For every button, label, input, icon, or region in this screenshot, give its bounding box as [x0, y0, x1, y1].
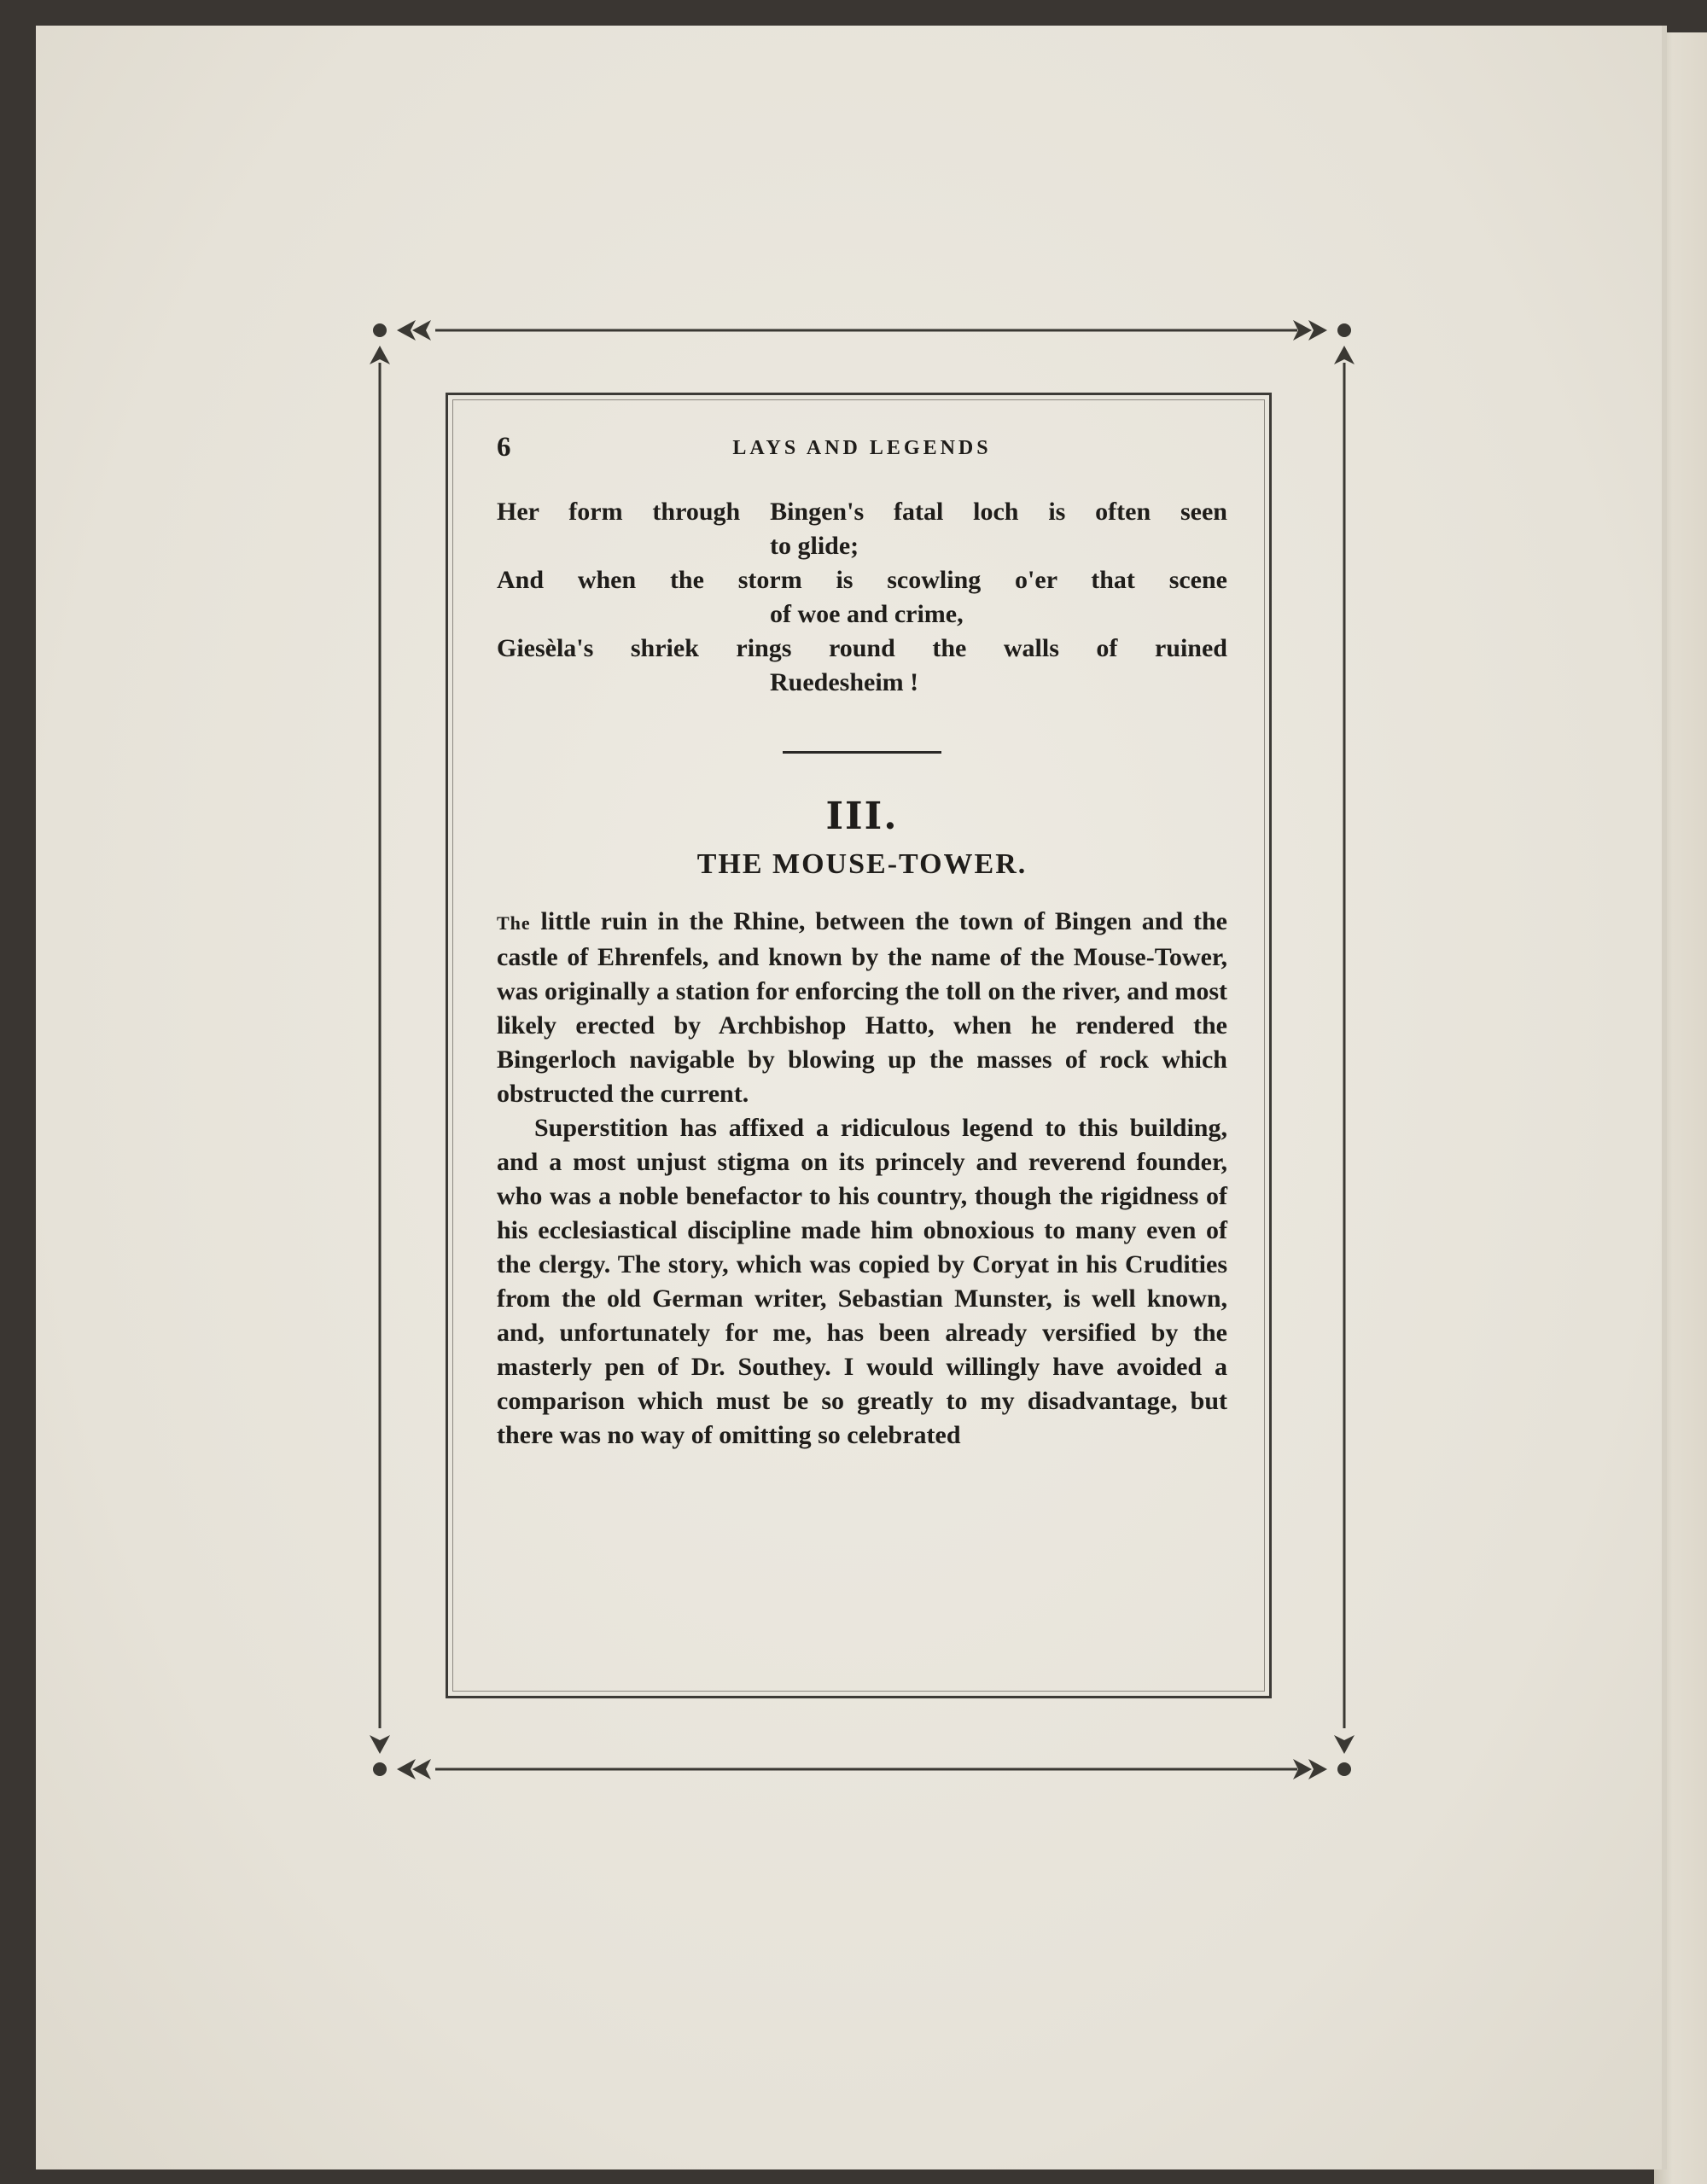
arrow-right-icon — [1293, 320, 1327, 341]
verse-line-text: And when the storm is scowling o'er that scene — [497, 566, 1227, 594]
corner-rosette-icon — [373, 1762, 387, 1776]
paragraph-text: Superstition has affixed a ridiculous legend to this building, and a most unjust stigma on its princely and reverend founder, who was a noble benefactor to his country, though the rigidness of his ecclesiastical discipline made him obnoxious to many even of the clergy. The story, which was copied by Coryat in his Crudities from the old German writer, Sebastian Munster, is well known, and, unfortunately for me, has been already versified by the masterly pen of Dr. Southey. I would willingly have avoided a comparison which must be so greatly to my disadvantage, but there was no way of omitting so celebrated — [497, 1114, 1227, 1449]
verse-turnover: Ruedesheim ! — [770, 668, 919, 696]
page-number: 6 — [497, 432, 511, 463]
corner-rosette-icon — [373, 323, 387, 337]
verse-line — [497, 563, 1227, 632]
section-divider — [783, 751, 941, 754]
body-text — [497, 905, 1227, 1453]
verse-turnover: of woe and crime, — [770, 600, 964, 628]
section-numeral: III. — [825, 795, 899, 838]
running-head — [497, 427, 1227, 469]
section-title: THE MOUSE-TOWER. — [696, 848, 1028, 880]
arrow-down-icon — [1334, 1735, 1355, 1754]
paragraph — [497, 1111, 1227, 1453]
arrow-left-icon — [397, 320, 431, 341]
verse-line-text: Giesèla's shriek rings round the walls of ruined — [497, 634, 1227, 662]
corner-rosette-icon — [1337, 1762, 1351, 1776]
arrow-up-icon — [370, 346, 390, 364]
arrow-down-icon — [370, 1735, 390, 1754]
paragraph-text: little ruin in the Rhine, between the town of Bingen and the castle of Ehrenfels, and known by the name of the Mouse-Tower, was originally a station for enforcing the toll on the river, and most likely erected by Archbishop Hatto, when he rendered the Bingerloch navigable by blowing up the masses of rock which obstructed the current. — [497, 907, 1227, 1108]
verse-turnover: to glide; — [770, 532, 859, 560]
arrow-right-icon — [1293, 1759, 1327, 1779]
page-content — [497, 427, 1227, 1453]
arrow-left-icon — [397, 1759, 431, 1779]
arrow-up-icon — [1334, 346, 1355, 364]
verse-line-text: Her form through Bingen's fatal loch is often seen — [497, 498, 1227, 526]
drop-word: The — [497, 912, 531, 934]
verse-line — [497, 632, 1227, 700]
verse-stanza — [497, 495, 1227, 700]
corner-rosette-icon — [1337, 323, 1351, 337]
verse-line — [497, 495, 1227, 563]
running-title: LAYS AND LEGENDS — [732, 437, 992, 459]
paragraph — [497, 905, 1227, 1111]
